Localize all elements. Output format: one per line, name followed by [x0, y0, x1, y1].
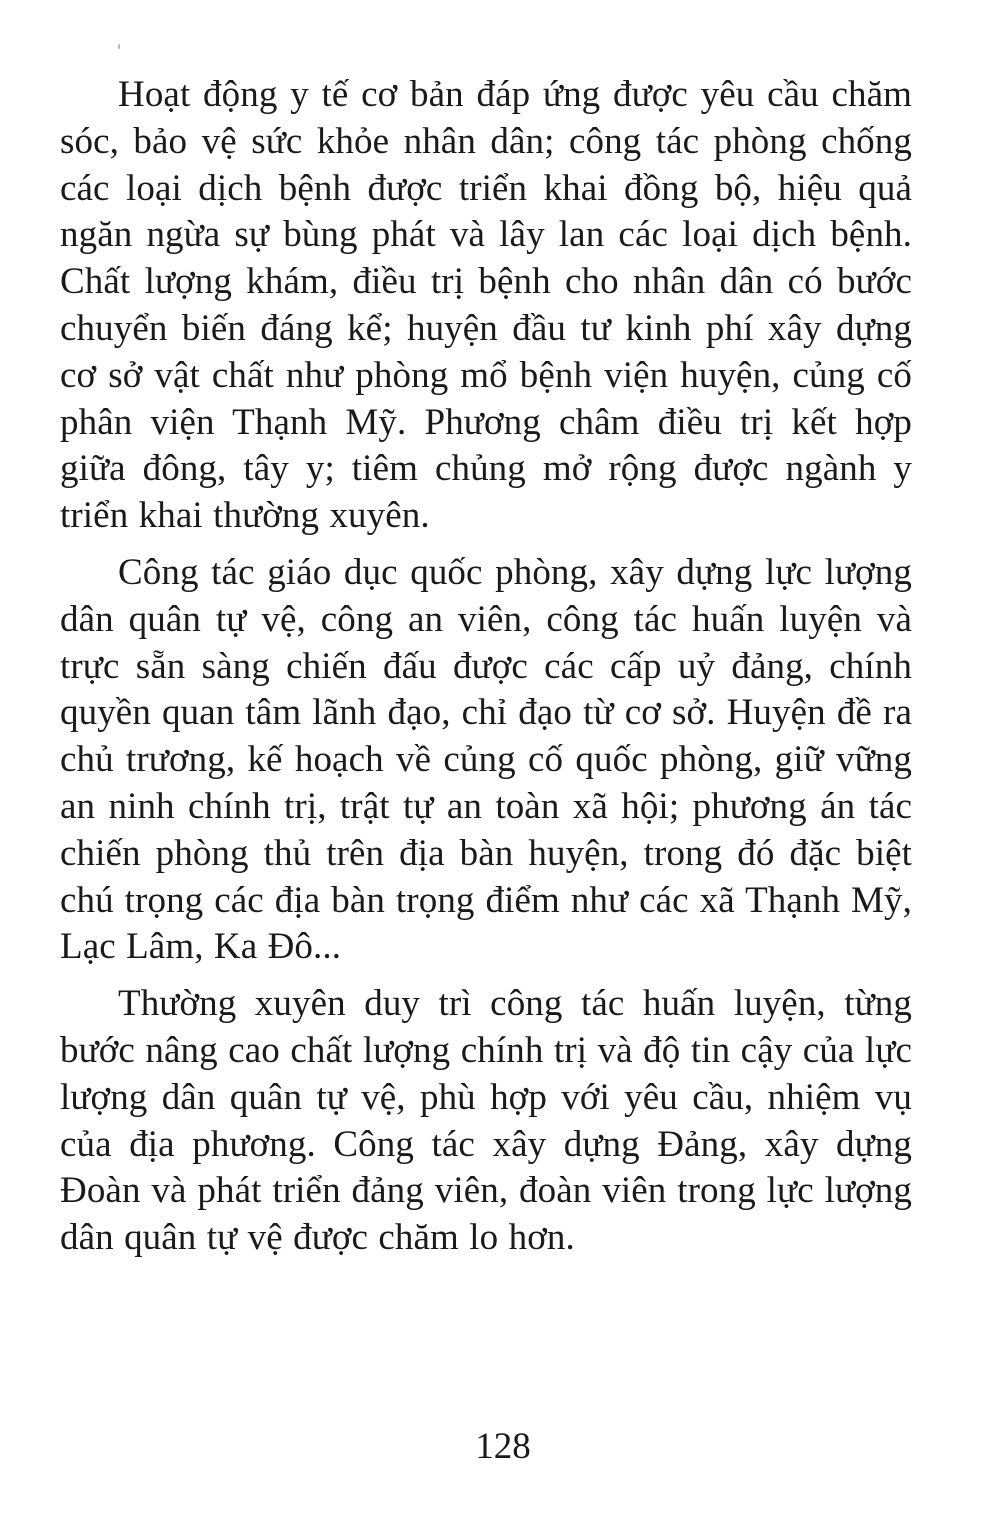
paragraph-health: Hoạt động y tế cơ bản đáp ứng được yêu cầu chăm sóc, bảo vệ sức khỏe nhân dân; công tác phòng chống các loại dịch bệnh được triển khai đồng bộ, hiệu quả ngăn ngừa sự bùng phát và lây lan các loại dịch bệnh. Chất lượng khám, điều trị bệnh cho nhân dân có bước chuyển biến đáng kể; huyện đầu tư kinh phí xây dựng cơ sở vật chất như phòng mổ bệnh viện huyện, củng cố phân viện Thạnh Mỹ. Phương châm điều trị kết hợp giữa đông, tây y; tiêm chủng mở rộng được ngành y triển khai thường xuyên. — [60, 74, 912, 537]
paragraph-defense: Công tác giáo dục quốc phòng, xây dựng lực lượng dân quân tự vệ, công an viên, công tác huấn luyện và trực sẵn sàng chiến đấu được các cấp uỷ đảng, chính quyền quan tâm lãnh đạo, chỉ đạo từ cơ sở. Huyện đề ra chủ trương, kế hoạch về củng cố quốc phòng, giữ vững an ninh chính trị, trật tự an toàn xã hội; phương án tác chiến phòng thủ trên địa bàn huyện, trong đó đặc biệt chú trọng các địa bàn trọng điểm như các xã Thạnh Mỹ, Lạc Lâm, Ka Đô... — [60, 551, 912, 968]
paragraph-militia-training: Thường xuyên duy trì công tác huấn luyện, từng bước nâng cao chất lượng chính trị và độ tin cậy của lực lượng dân quân tự vệ, phù hợp với yêu cầu, nhiệm vụ của địa phương. Công tác xây dựng Đảng, xây dựng Đoàn và phát triển đảng viên, đoàn viên trong lực lượng dân quân tự vệ được chăm lo hơn. — [60, 983, 912, 1259]
scan-speck — [118, 44, 120, 49]
body-text — [60, 72, 912, 1272]
page-number: 128 — [475, 1426, 531, 1467]
